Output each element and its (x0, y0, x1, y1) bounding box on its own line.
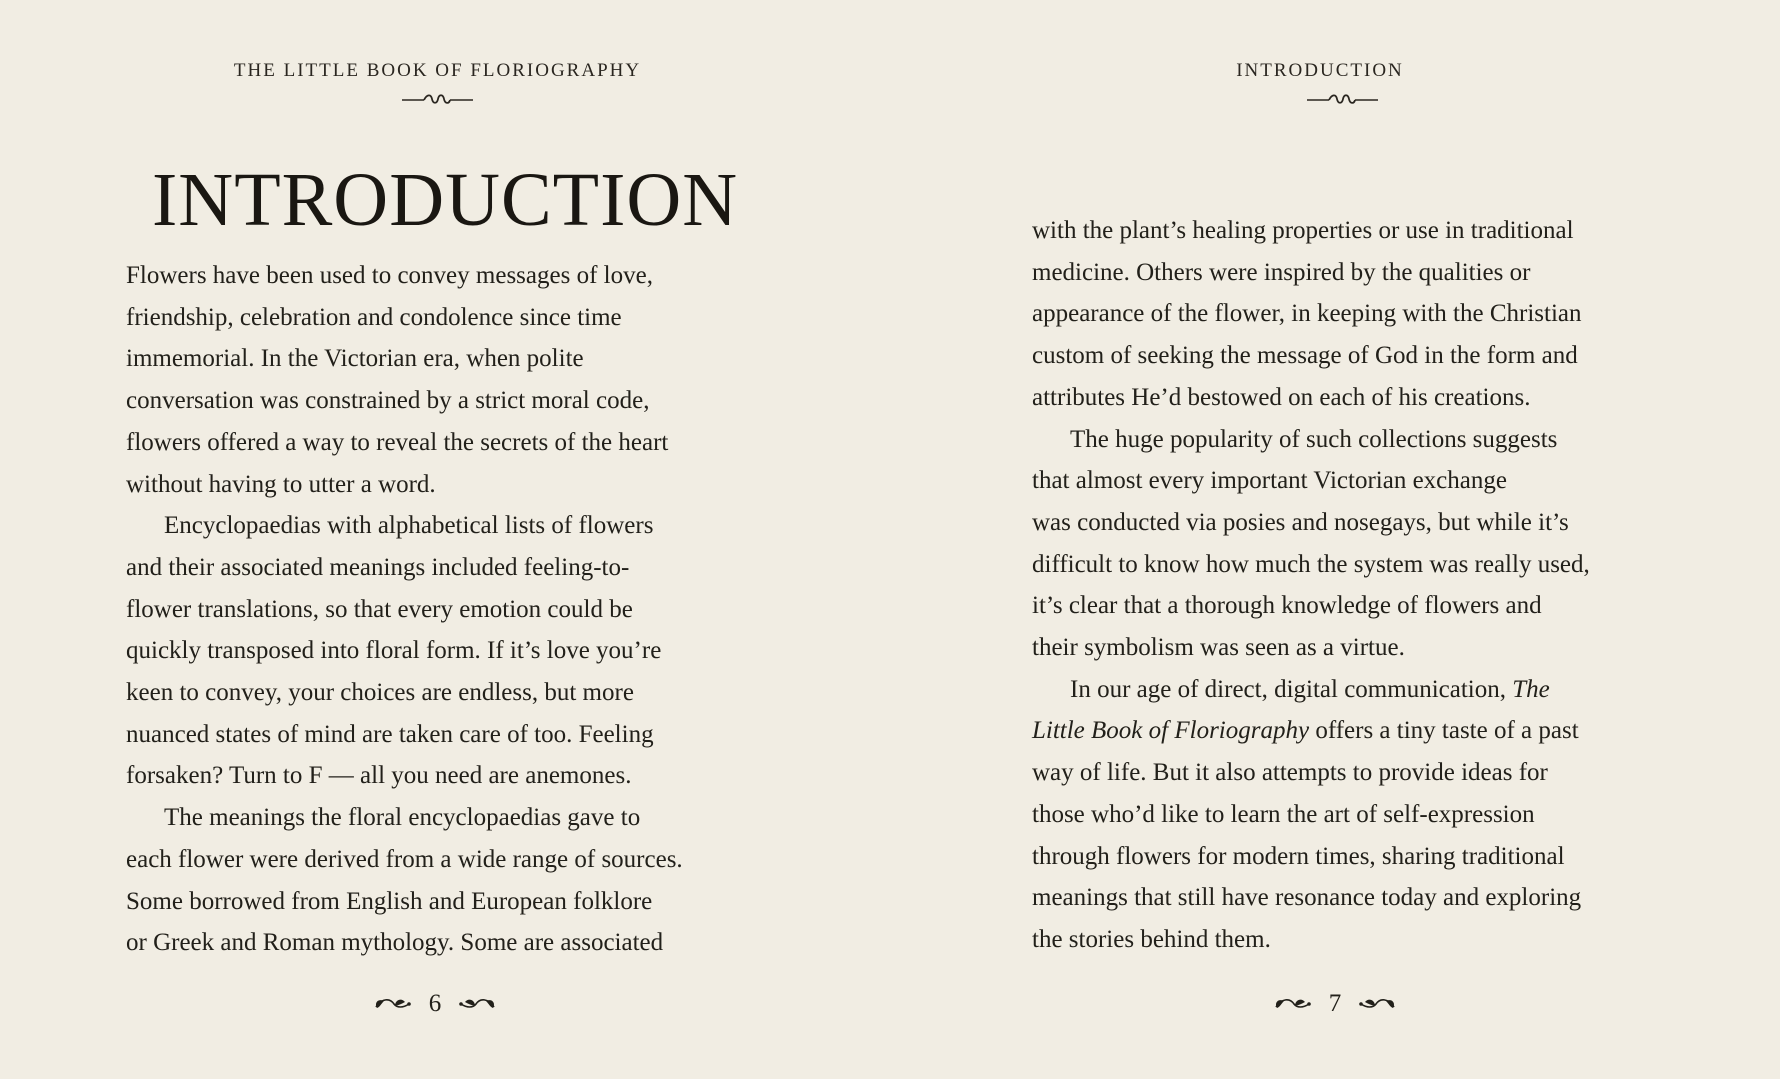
text-line: conversation was constrained by a strict moral code, (126, 387, 650, 415)
text-line: it’s clear that a thorough knowledge of flowers and (1032, 592, 1542, 620)
text-line: nuanced states of mind are taken care of too. Feeling (126, 720, 654, 748)
text-line: keen to convey, your choices are endless, but more (126, 679, 634, 707)
leaf-vine-right-icon (1358, 995, 1398, 1013)
text-line: custom of seeking the message of God in the form and (1032, 342, 1578, 370)
text-line: medicine. Others were inspired by the qualities or (1032, 258, 1531, 286)
running-head-left: THE LITTLE BOOK OF FLORIOGRAPHY (233, 60, 642, 81)
leaf-vine-right-icon (458, 995, 498, 1013)
text-line: meanings that still have resonance today and exploring (1032, 884, 1582, 912)
text-segment: offers a tiny taste of a past (1315, 717, 1579, 745)
text-line: through flowers for modern times, sharing traditional (1032, 842, 1565, 870)
chapter-title: INTRODUCTION (152, 158, 739, 242)
text-line: way of life. But it also attempts to provide ideas for (1032, 759, 1548, 787)
right-page (890, 0, 1780, 1079)
text-line: Encyclopaedias with alphabetical lists of flowers (164, 512, 654, 540)
leaf-vine-left-icon (1272, 995, 1312, 1013)
text-line: Flowers have been used to convey messages of love, (126, 262, 653, 289)
text-line: flowers offered a way to reveal the secrets of the heart (126, 428, 669, 456)
leaf-vine-left-icon (372, 995, 412, 1013)
text-line: quickly transposed into floral form. If it’s love you’re (126, 637, 662, 665)
text-line: or Greek and Roman mythology. Some are associated (126, 929, 664, 957)
text-line: The huge popularity of such collections suggests (1070, 425, 1558, 453)
text-line: appearance of the flower, in keeping with the Christian (1032, 300, 1582, 328)
text-line: those who’d like to learn the art of self-expression (1032, 800, 1535, 828)
scroll-flourish-icon (400, 92, 475, 111)
text-line: friendship, celebration and condolence since time (126, 303, 622, 331)
page-number: 7 (1328, 990, 1342, 1017)
text-line: and their associated meanings included feeling-to- (126, 553, 630, 581)
text-line: difficult to know how much the system was really used, (1032, 550, 1590, 578)
text-line: The meanings the floral encyclopaedias gave to (164, 804, 641, 832)
book-title-italic: Little Book of Floriography (1032, 717, 1310, 745)
text-line: without having to utter a word. (126, 470, 436, 498)
text-segment: In our age of direct, digital communication, (1070, 675, 1506, 703)
text-line (1032, 710, 1662, 752)
page-number: 6 (428, 990, 442, 1017)
text-line: their symbolism was seen as a virtue. (1032, 634, 1405, 662)
text-line: forsaken? Turn to F — all you need are anemones. (126, 762, 632, 790)
body-text-right (1032, 210, 1662, 961)
page-number-footer-left (372, 990, 498, 1018)
running-head-right: INTRODUCTION (1236, 60, 1404, 81)
text-line: Some borrowed from English and European folklore (126, 887, 653, 915)
text-line: was conducted via posies and nosegays, but while it’s (1032, 508, 1569, 536)
text-line: each flower were derived from a wide range of sources. (126, 845, 683, 873)
text-line: attributes He’d bestowed on each of his creations. (1032, 383, 1531, 411)
page-number-footer-right (1272, 990, 1398, 1018)
text-line: that almost every important Victorian exchange (1032, 467, 1507, 495)
body-text-left (126, 255, 746, 964)
text-line: the stories behind them. (1032, 925, 1271, 953)
book-title-italic: The (1512, 675, 1550, 703)
text-line: with the plant’s healing properties or use in traditional (1032, 217, 1574, 244)
text-line: immemorial. In the Victorian era, when polite (126, 345, 584, 373)
scroll-flourish-icon (1305, 92, 1380, 111)
text-line (1032, 669, 1662, 711)
text-line: flower translations, so that every emotion could be (126, 595, 633, 623)
